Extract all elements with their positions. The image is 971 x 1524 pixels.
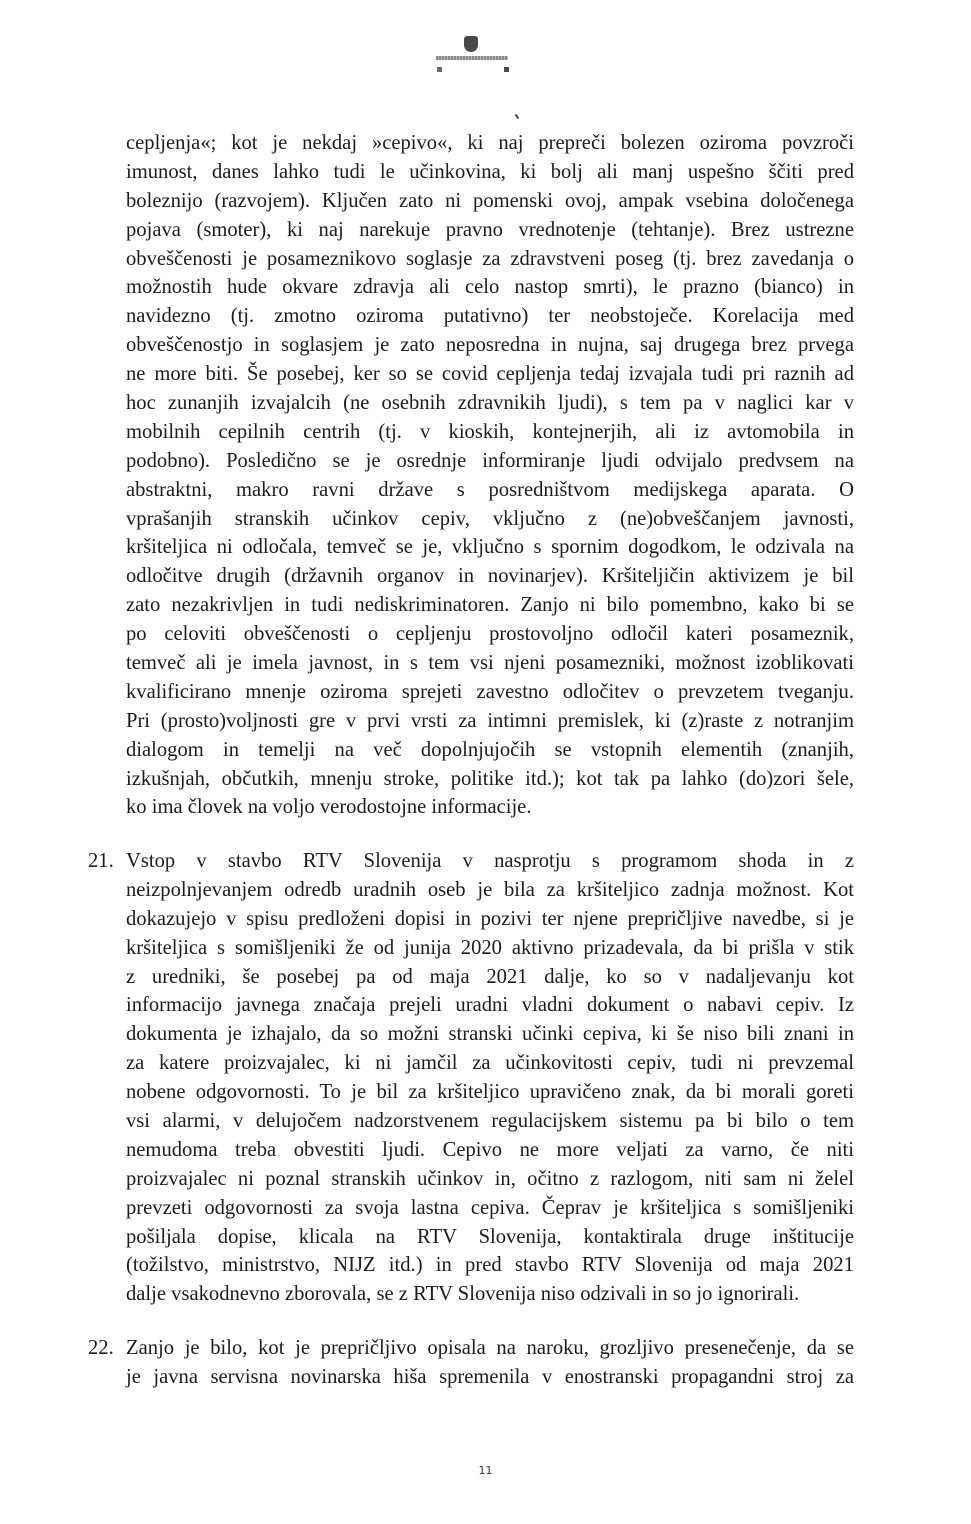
- text-line: odločitve drugih (državnih organov in novinarjev). Kršiteljičin aktivizem je bil: [126, 565, 854, 588]
- text-line: nemudoma treba obvestiti ljudi. Cepivo ne more veljati za varno, če niti: [126, 1138, 854, 1161]
- paragraph-number-21: 21.: [88, 850, 114, 872]
- text-line: dialogom in temelji na več dopolnjujočih se vstopnih elementih (znanjih,: [126, 738, 854, 761]
- text-line: kršiteljica s somišljeniki že od junija 2020 aktivno prizadevala, da bi prišla v stik: [126, 936, 854, 959]
- paragraph-22: [126, 1334, 854, 1392]
- text-line: hoc zunanjih izvajalcih (ne osebnih zdravnikih ljudi), s tem pa v naglici kar v: [126, 392, 854, 415]
- text-line: nobene odgovornosti. To je bil za kršiteljico upravičeno znak, da bi morali goreti: [126, 1081, 854, 1104]
- header-mark-right: [504, 67, 509, 72]
- scan-mark: [515, 114, 520, 119]
- text-line: kvalificirano mnenje oziroma sprejeti zavestno odločitev o prevzetem tveganju.: [126, 680, 854, 703]
- text-line: imunost, danes lahko tudi le učinkovina, ki bolj ali manj uspešno ščiti pred: [126, 160, 854, 183]
- paragraph-21: [126, 847, 854, 1309]
- text-line: ko ima človek na voljo verodostojne informacije.: [126, 796, 532, 819]
- text-line: izkušnjah, občutkih, mnenju stroke, politike itd.); kot tak pa lahko (do)zori šele,: [126, 767, 854, 790]
- court-crest-icon: [464, 36, 478, 52]
- header-rule: [436, 56, 508, 60]
- text-line: temveč ali je imela javnost, in s tem vsi njeni posamezniki, možnost izoblikovati: [126, 652, 854, 675]
- header-mark-left: [437, 67, 442, 72]
- court-header-emblem: [436, 36, 510, 80]
- text-line: vprašanjih stranskih učinkov cepiv, vključno z (ne)obveščanjem javnosti,: [126, 507, 854, 530]
- text-line: vsi alarmi, v delujočem nadzorstvenem regulacijskem sistemu pa bi bilo o tem: [126, 1110, 854, 1133]
- text-line: zato nezakrivljen in tudi nediskriminatoren. Zanjo ni bilo pomembno, kako bi se: [126, 594, 854, 617]
- text-line: kršiteljica ni odločala, temveč se je, vključno s spornim dogodkom, le odzivala na: [126, 536, 854, 559]
- text-line: neizpolnjevanjem odredb uradnih oseb je bila za kršiteljico zadnja možnost. Kot: [126, 878, 854, 901]
- text-line: (tožilstvo, ministrstvo, NIJZ itd.) in pred stavbo RTV Slovenija od maja 2021: [126, 1254, 854, 1277]
- text-line: dokumenta je izhajalo, da so možni stranski učinki cepiva, ki še niso bili znani in: [126, 1023, 854, 1046]
- text-line: obveščenosti je posameznikovo soglasje za zdravstveni poseg (tj. brez zavedanja o: [126, 247, 854, 270]
- text-line: proizvajalec ni poznal stranskih učinkov in, očitno z razlogom, niti sam ni želel: [126, 1167, 854, 1190]
- text-line: za katere proizvajalec, ki ni jamčil za učinkovitosti cepiv, tudi ni prevzemal: [126, 1052, 854, 1075]
- paragraph-number-22: 22.: [88, 1337, 114, 1359]
- text-line: Zanjo je bilo, kot je prepričljivo opisala na naroku, grozljivo presenečenje, da se: [126, 1337, 854, 1359]
- text-line: z uredniki, še posebej pa od maja 2021 dalje, ko so v nadaljevanju kot: [126, 965, 854, 988]
- text-line: abstraktni, makro ravni države s posredništvom medijskega aparata. O: [126, 478, 854, 501]
- page-number: 11: [478, 1464, 493, 1477]
- text-line: ne more biti. Še posebej, ker so se covid cepljenja tedaj izvajala tudi pri raznih ad: [126, 363, 854, 386]
- text-line: dalje vsakodnevno zborovala, se z RTV Slovenija niso odzivali in so jo ignorirali.: [126, 1283, 800, 1306]
- text-line: cepljenja«; kot je nekdaj »cepivo«, ki naj prepreči bolezen oziroma povzroči: [126, 132, 854, 154]
- text-line: mobilnih cepilnih centrih (tj. v kioskih, kontejnerjih, ali iz avtomobila in: [126, 420, 854, 443]
- text-line: pojava (smoter), ki naj narekuje pravno vrednotenje (tehtanje). Brez ustrezne: [126, 218, 854, 241]
- text-line: dokazujejo v spisu predloženi dopisi in pozivi ter njene prepričljive navedbe, si je: [126, 907, 854, 930]
- text-line: možnostih hude okvare zdravja ali celo nastop smrti), le prazno (bianco) in: [126, 276, 854, 299]
- text-line: informacijo javnega značaja prejeli uradni vladni dokument o nabavi cepiv. Iz: [126, 994, 854, 1017]
- text-line: prevzeti odgovornosti za svoja lastna cepiva. Čeprav je kršiteljica s somišljeniki: [126, 1196, 854, 1219]
- text-line: boleznijo (razvojem). Ključen zato ni pomenski ovoj, ampak vsebina določenega: [126, 189, 854, 212]
- text-line: Vstop v stavbo RTV Slovenija v nasprotju s programom shoda in z: [126, 850, 854, 872]
- text-line: pošiljala dopise, klicala na RTV Slovenija, kontaktirala druge inštitucije: [126, 1225, 854, 1248]
- text-line: podobno). Posledično se je osrednje informiranje ljudi odvijalo predvsem na: [126, 449, 854, 472]
- paragraph-continued: [126, 129, 854, 822]
- text-line: obveščenostjo in soglasjem je zato neposredna in nujna, saj drugega brez prvega: [126, 334, 854, 357]
- text-line: po celoviti obveščenosti o cepljenju prostovoljno odločil kateri posameznik,: [126, 623, 854, 646]
- text-line: Pri (prosto)voljnosti gre v prvi vrsti za intimni premislek, ki (z)raste z notranjim: [126, 709, 854, 732]
- text-line: navidezno (tj. zmotno oziroma putativno) ter neobstoječe. Korelacija med: [126, 305, 854, 328]
- text-line: je javna servisna novinarska hiša spremenila v enostranski propagandni stroj za: [126, 1365, 854, 1388]
